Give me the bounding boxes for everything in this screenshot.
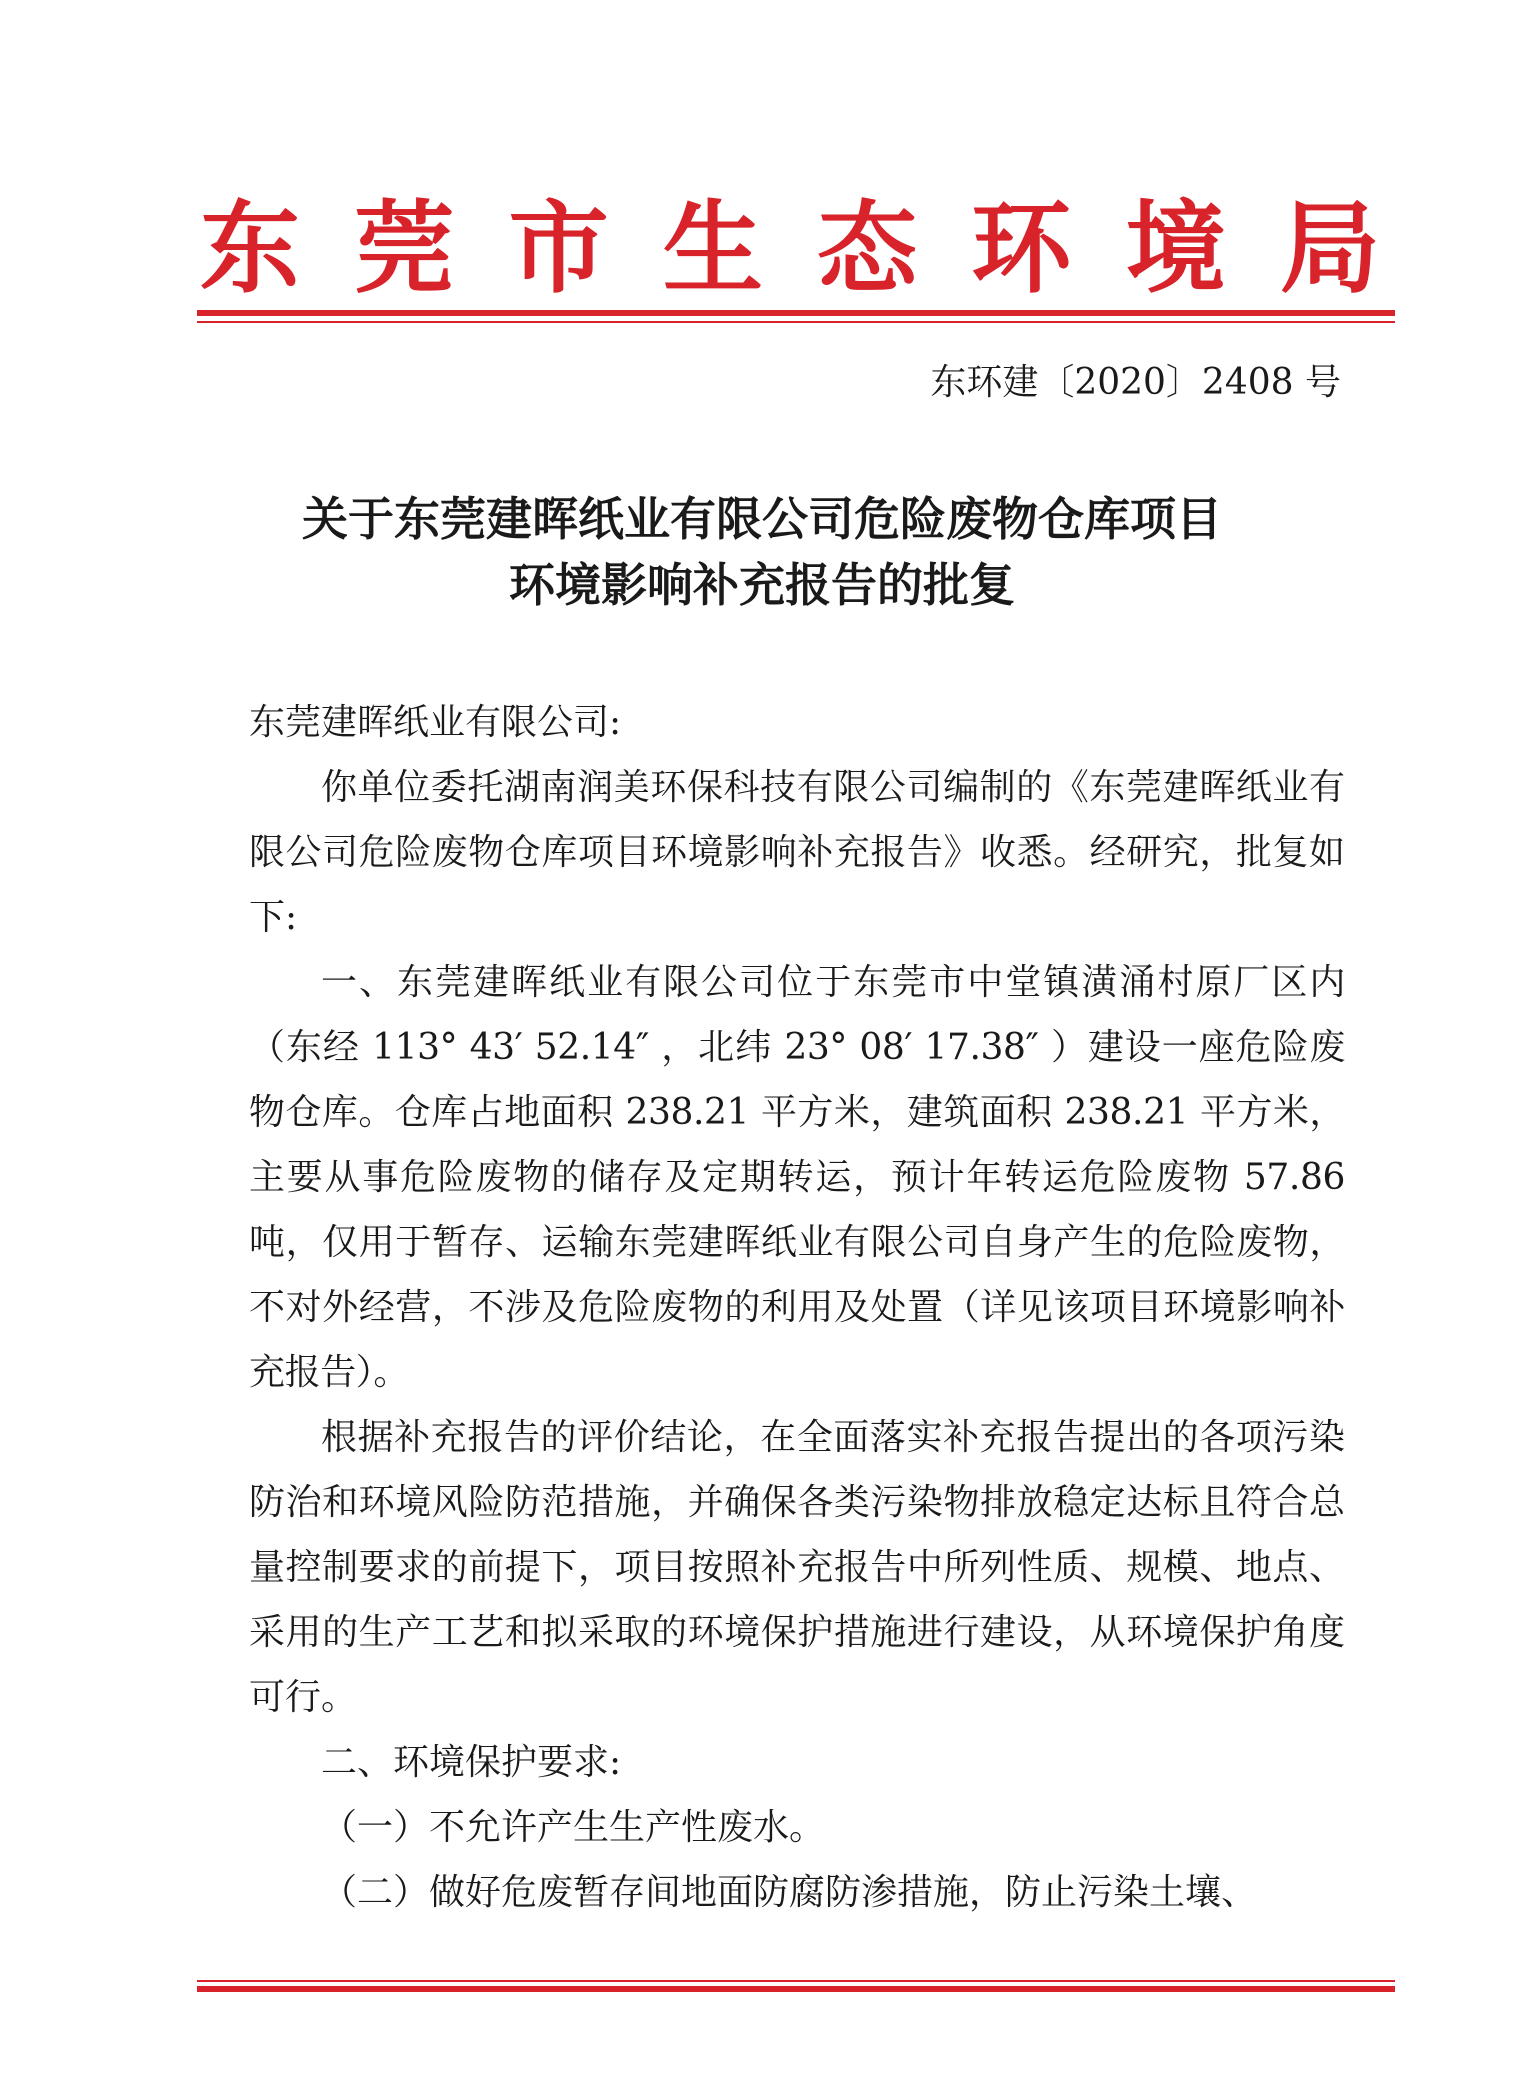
document-title — [150, 486, 1374, 618]
salutation: 东莞建晖纸业有限公司: — [249, 702, 622, 743]
title-line-2: 环境影响补充报告的批复 — [509, 558, 1015, 612]
body-paragraph: 一、东莞建晖纸业有限公司位于东莞市中堂镇潢涌村原厂区内（东经 113° 43′ 52.14″ ，北纬 23° 08′ 17.38″ ）建设一座危险废物仓库。仓库占地面积 238.21 平方米，建筑面积 238.21 平方米，主要从事危险废物的储存及定期转运，预计年转运危险废物 57.86 吨，仅用于暂存、运输东莞建晖纸业有限公司自身产生的危险废物，不对外经营，不涉及危险废物的利用及处置（详见该项目环境影响补充报告）。 — [249, 962, 1345, 1393]
letterhead-char: 莞 — [354, 189, 455, 307]
body-paragraph: 根据补充报告的评价结论，在全面落实补充报告提出的各项污染防治和环境风险防范措施，并确保各类污染物排放稳定达标且符合总量控制要求的前提下，项目按照补充报告中所列性质、规模、地点、采用的生产工艺和拟采取的环境保护措施进行建设，从环境保护角度可行。 — [249, 1417, 1345, 1718]
header-divider-thin — [197, 321, 1395, 323]
title-line-1: 关于东莞建晖纸业有限公司危险废物仓库项目 — [302, 492, 1222, 546]
document-number: 东环建〔2020〕2408 号 — [930, 362, 1341, 403]
section-heading: 二、环境保护要求: — [321, 1742, 622, 1783]
footer-divider-thick — [197, 1986, 1395, 1992]
letterhead-char: 局 — [1279, 189, 1380, 307]
letterhead-char: 东 — [200, 189, 300, 307]
letterhead-char: 境 — [1125, 189, 1226, 307]
letterhead-char: 市 — [508, 189, 609, 307]
document-body — [249, 690, 1345, 1925]
letterhead-char: 环 — [971, 189, 1072, 307]
header-divider-thick — [197, 310, 1395, 316]
requirement-item: （一）不允许产生生产性废水。 — [321, 1807, 826, 1848]
letterhead-char: 态 — [817, 189, 918, 307]
footer-divider-thin — [197, 1980, 1395, 1982]
letterhead-char: 生 — [662, 189, 763, 307]
requirement-item: （二）做好危废暂存间地面防腐防渗措施，防止污染土壤、 — [321, 1872, 1258, 1913]
body-paragraph: 你单位委托湖南润美环保科技有限公司编制的《东莞建晖纸业有限公司危险废物仓库项目环境影响补充报告》收悉。经研究，批复如下: — [249, 767, 1345, 938]
agency-letterhead — [200, 188, 1380, 308]
